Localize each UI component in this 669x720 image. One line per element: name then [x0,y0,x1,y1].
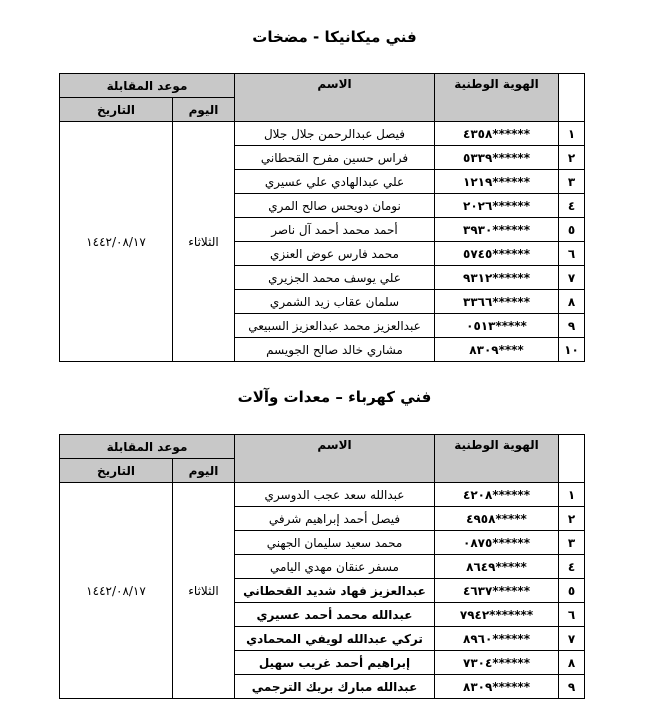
name-cell: تركي عبدالله لويفي المحمادي [235,627,435,651]
row-number: ٣ [559,531,585,555]
row-number: ٩ [559,314,585,338]
name-cell: فيصل عبدالرحمن جلال جلال [235,122,435,146]
name-cell: علي يوسف محمد الجزيري [235,266,435,290]
row-number: ٦ [559,603,585,627]
name-cell: فراس حسين مفرح القحطاني [235,146,435,170]
national-id-cell: ******٩٣١٢ [435,266,559,290]
national-id-cell: ******٥٣٣٩ [435,146,559,170]
name-cell: فيصل أحمد إبراهيم شرفي [235,507,435,531]
name-header: الاسم [235,435,435,483]
row-number: ١٠ [559,338,585,362]
section-title-mechanics: فني ميكانيكا - مضخات [252,28,417,46]
national-id-cell: ******٤٣٥٨ [435,122,559,146]
table-row [60,122,585,146]
name-cell: عبدالله سعد عجب الدوسري [235,483,435,507]
national-id-header: الهوية الوطنية [435,435,559,483]
national-id-cell: ******٣٣٦٦ [435,290,559,314]
row-number: ٥ [559,218,585,242]
row-number: ٨ [559,651,585,675]
national-id-cell: *****٠٥١٣ [435,314,559,338]
name-cell: نومان دويحس صالح المري [235,194,435,218]
national-id-cell: ******٠٨٧٥ [435,531,559,555]
interview-table-mechanics [59,73,585,362]
row-number: ٨ [559,290,585,314]
name-cell: إبراهيم أحمد غريب سهيل [235,651,435,675]
row-number: ١ [559,122,585,146]
corner-cell [559,435,585,483]
name-cell: عبدالله مبارك بريك الترجمي [235,675,435,699]
row-number: ٩ [559,675,585,699]
national-id-cell: ******٤٦٣٧ [435,579,559,603]
row-number: ١ [559,483,585,507]
name-cell: عبدالله محمد أحمد عسيري [235,603,435,627]
name-cell: مسفر عنقان مهدي اليامي [235,555,435,579]
row-number: ٣ [559,170,585,194]
interview-table-electrical [59,434,585,699]
national-id-cell: ******٨٣٠٩ [435,675,559,699]
name-cell: سلمان عقاب زيد الشمري [235,290,435,314]
row-number: ٤ [559,555,585,579]
date-header: التاريخ [60,459,173,483]
interview-date: ١٤٤٢/٠٨/١٧ [60,122,173,362]
row-number: ٧ [559,266,585,290]
date-header: التاريخ [60,98,173,122]
day-header: اليوم [173,459,235,483]
corner-cell [559,74,585,122]
appointment-header: موعد المقابلة [60,435,235,459]
row-number: ٥ [559,579,585,603]
national-id-cell: ******١٢١٩ [435,170,559,194]
row-number: ٦ [559,242,585,266]
national-id-cell: ****٨٣٠٩ [435,338,559,362]
national-id-cell: *******٧٩٤٢ [435,603,559,627]
national-id-cell: *****٤٩٥٨ [435,507,559,531]
national-id-cell: ******٤٢٠٨ [435,483,559,507]
row-number: ٢ [559,146,585,170]
name-cell: محمد سعيد سليمان الجهني [235,531,435,555]
table-row [60,483,585,507]
national-id-cell: ******٣٩٣٠ [435,218,559,242]
national-id-header: الهوية الوطنية [435,74,559,122]
section-title-electrical: فني كهرباء – معدات وآلات [237,388,432,406]
name-cell: أحمد محمد أحمد آل ناصر [235,218,435,242]
name-cell: مشاري خالد صالح الجويسم [235,338,435,362]
national-id-cell: ******٢٠٢٦ [435,194,559,218]
national-id-cell: ******٥٧٤٥ [435,242,559,266]
name-header: الاسم [235,74,435,122]
national-id-cell: *****٨٦٤٩ [435,555,559,579]
row-number: ٢ [559,507,585,531]
interview-date: ١٤٤٢/٠٨/١٧ [60,483,173,699]
interview-day: الثلاثاء [173,483,235,699]
name-cell: عبدالعزيز محمد عبدالعزيز السبيعي [235,314,435,338]
name-cell: محمد فارس عوض العنزي [235,242,435,266]
national-id-cell: ******٨٩٦٠ [435,627,559,651]
appointment-header: موعد المقابلة [60,74,235,98]
national-id-cell: ******٧٣٠٤ [435,651,559,675]
row-number: ٧ [559,627,585,651]
interview-day: الثلاثاء [173,122,235,362]
day-header: اليوم [173,98,235,122]
row-number: ٤ [559,194,585,218]
name-cell: علي عبدالهادي علي عسيري [235,170,435,194]
name-cell: عبدالعزيز فهاد شديد القحطاني [235,579,435,603]
